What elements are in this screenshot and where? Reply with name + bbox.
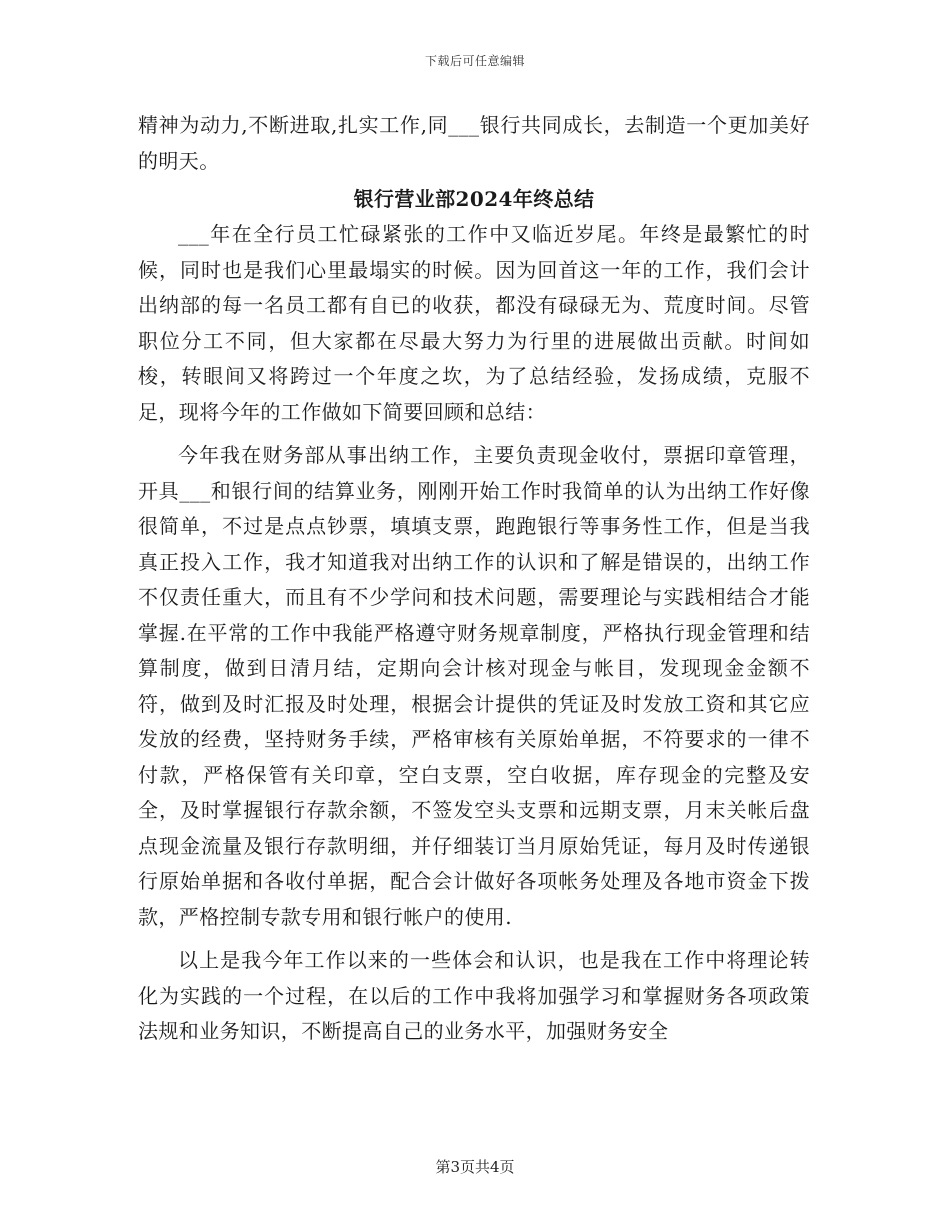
page-footer: 第3页共4页 [435,1158,515,1176]
page-header: 下载后可任意编辑 [424,54,525,68]
paragraph-duties: 今年我在财务部从事出纳工作，主要负责现金收付，票据印章管理，开具___和银行间的结算业务，刚刚开始工作时我简单的认为出纳工作好像很简单，不过是点点钞票，填填支票，跑跑银行等事务性工作，但是当我真正投入工作，我才知道我对出纳工作的认识和了解是错误的，出纳工作不仅责任重大，而且有不少学问和技术问题，需要理论与实践相结合才能掌握.在平常的工作中我能严格遵守财务规章制度，严格执行现金管理和结算制度，做到日清月结，定期向会计核对现金与帐目，发现现金金额不符，做到及时汇报及时处理，根据会计提供的凭证及时发放工资和其它应发放的经费，坚持财务手续，严格审核有关原始单据，不符要求的一律不付款，严格保管有关印章，空白支票，空白收据，库存现金的完整及安全，及时掌握银行存款余额，不签发空头支票和远期支票，月末关帐后盘点现金流量及银行存款明细，并仔细装订当月原始凭证，每月及时传递银行原始单据和各收付单据，配合会计做好各项帐务处理及各地市资金下拨款，严格控制专款专用和银行帐户的使用. [138,443,810,929]
section-title: 银行营业部2024年终总结 [353,187,595,211]
paragraph-conclusion: 以上是我今年工作以来的一些体会和认识，也是我在工作中将理论转化为实践的一个过程，在以后的工作中我将加强学习和掌握财务各项政策法规和业务知识，不断提高自己的业务水平，加强财务安全 [138,948,810,1043]
paragraph-intro: ___年在全行员工忙碌紧张的工作中又临近岁尾。年终是最繁忙的时候，同时也是我们心里最塌实的时候。因为回首这一年的工作，我们会计出纳部的每一名员工都有自已的收获，都没有碌碌无为、荒度时间。尽管职位分工不同，但大家都在尽最大努力为行里的进展做出贡献。时间如梭，转眼间又将跨过一个年度之坎，为了总结经验，发扬成绩，克服不足，现将今年的工作做如下简要回顾和总结： [138,222,810,424]
document-body [138,108,810,1050]
paragraph-continuation: 精神为动力,不断进取,扎实工作,同___银行共同成长，去制造一个更加美好的明天。 [138,113,810,173]
